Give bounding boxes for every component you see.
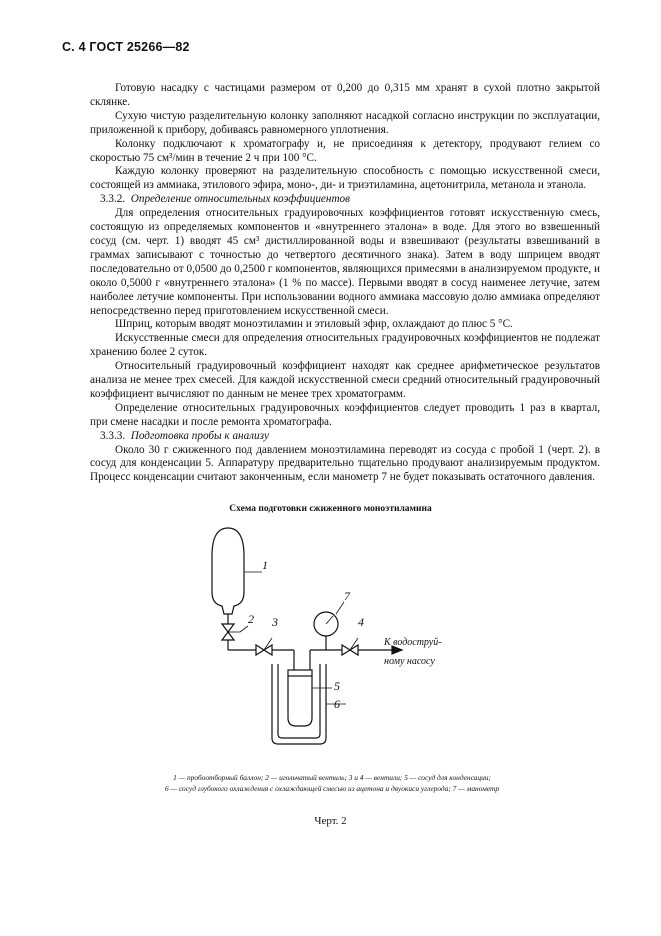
paragraph: Сухую чистую разделительную колонку заполняют насадкой согласно инструкции по эксплуатации, приложенной к прибору, добиваясь равномерного уплотнения. [90, 109, 600, 136]
pump-label-line1: К водоструй- [384, 637, 442, 648]
caption-line: 6 — сосуд глубокого охлаждения с охлаждающей смесью из ацетона и двуокиси углерода; 7 — манометр [164, 784, 500, 793]
manometer [314, 602, 344, 636]
paragraph: Около 30 г сжиженного под давлением моноэтиламина переводят из сосуда с пробой 1 (черт. 2). в сосуд для конденсации 5. Аппаратуру предварительно тщательно продувают анализируемым продуктом. Процесс конденсации считают законченным, если манометр 7 не будет показывать остаточного давления. [90, 443, 600, 484]
paragraph: Определение относительных градуировочных коэффициентов следует проводить 1 раз в квартал, при смене насадки и после ремонта хроматографа. [90, 401, 600, 428]
section-title: Подготовка пробы к анализу [130, 429, 269, 442]
figure-label: Черт. 2 [314, 815, 347, 827]
apparatus-diagram [0, 520, 661, 760]
scheme-title: Схема подготовки сжиженного моноэтиламина [229, 504, 432, 514]
label-7: 7 [344, 589, 350, 603]
valve-4 [342, 638, 358, 655]
label-6: 6 [334, 697, 340, 711]
label-1: 1 [262, 558, 268, 572]
needle-valve [222, 624, 248, 640]
paragraph: Для определения относительных градуировочных коэффициентов готовят искусственную смесь, состоящую из определяемых компонентов и «внутреннего эталона» в воде. Для этого во взвешенный сосуд (см. черт. 1) вводят 45 см³ дистиллированной воды и взвешивают (результаты взвешиваний в граммах записывают с точностью до четвертого десятичного знака). Затем в воду шприцем вводят последовательно от 0,0500 до 0,2500 г компонентов, являющихся примесями в анализируемом продукте, и около 0,5000 г «внутреннего эталона» (1 % по массе). Первыми вводят в сосуд наименее летучие, затем наиболее летучие компоненты. При использовании водного аммиака массовую долю аммиака определяют непосредственно перед приготовлением искусственной смеси. [90, 207, 600, 317]
pump-label-line2: ному насосу [384, 656, 435, 667]
label-5: 5 [334, 679, 340, 693]
paragraph: Относительный градуировочный коэффициент находят как среднее арифметическое результатов анализа не менее трех смесей. Для каждой искусственной смеси средний относительный градуировочный коэффициент вычисляют по данным не менее трех хроматограмм. [90, 360, 600, 400]
section-title: Определение относительных коэффициентов [130, 193, 350, 206]
caption-line: 1 — пробоотборный баллон; 2 — игольчатый вентиль; 3 и 4 — вентили; 5 — сосуд для конденсации; [173, 773, 491, 782]
sampling-cylinder [212, 528, 262, 614]
paragraph: Готовую насадку с частицами размером от 0,200 до 0,315 мм хранят в сухой плотно закрытой склянке. [90, 82, 600, 108]
paragraph: Колонку подключают к хроматографу и, не присоединяя к детектору, продувают гелием со скоростью 75 см³/мин в течение 2 ч при 100 °С. [90, 137, 600, 164]
label-4: 4 [358, 615, 364, 629]
section-number: 3.3.2. [100, 193, 126, 206]
paragraph: Искусственные смеси для определения относительных градуировочных коэффициентов не подлежат хранению более 2 суток. [90, 332, 600, 359]
figure-caption [62, 772, 602, 794]
valve-3 [256, 638, 272, 655]
paragraph: Каждую колонку проверяют на разделительную способность с помощью искусственной смеси, состоящей из аммиака, этилового эфира, моно-, ди- и триэтиламина, ацетонитрила, метанола и этанола. [90, 165, 600, 192]
body-text [90, 82, 600, 485]
label-3: 3 [272, 615, 278, 629]
section-number: 3.3.3. [100, 429, 126, 442]
section-heading [90, 430, 600, 444]
section-heading [90, 193, 600, 207]
page-header: С. 4 ГОСТ 25266—82 [62, 40, 190, 54]
paragraph: Шприц, которым вводят моноэтиламин и этиловый эфир, охлаждают до плюс 5 °С. [115, 318, 513, 331]
label-2: 2 [248, 612, 254, 626]
